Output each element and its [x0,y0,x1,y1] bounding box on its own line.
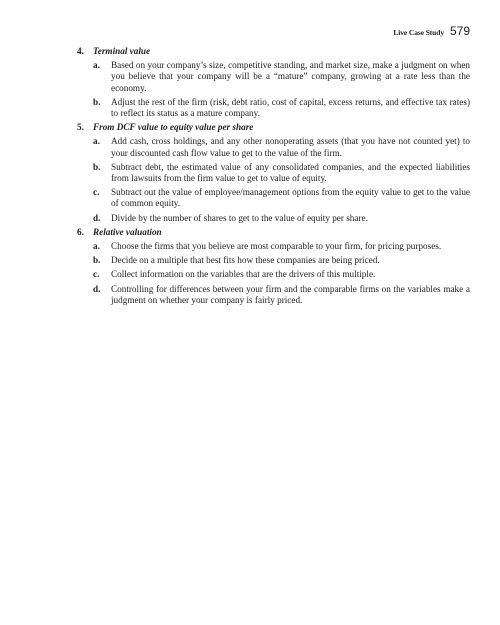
section-number: 4. [77,46,84,56]
list-item [93,284,470,306]
section-title: Terminal value [93,46,151,56]
item-text: Collect information on the variables that are the drivers of this multiple. [111,269,376,280]
section-terminal-value [77,46,470,119]
section-dcf-to-equity [77,122,470,224]
list-item [93,136,470,158]
page-number: 579 [449,24,470,38]
item-text: Adjust the rest of the firm (risk, debt ratio, cost of capital, excess returns, and effective tax rates) to reflect its status as a mature company. [111,96,470,119]
list-item [93,97,470,119]
document-body [77,46,470,309]
item-text: Subtract out the value of employee/management options from the equity value to get to the value of common equity. [111,187,470,209]
section-relative-valuation [77,226,470,306]
list-item [93,187,470,209]
item-letter: b. [93,161,101,172]
section-title: From DCF value to equity value per share [93,122,254,133]
section-heading [77,122,470,133]
item-letter: d. [93,212,101,223]
section-heading [77,46,470,57]
list-item [93,255,470,266]
list-item [93,162,470,184]
list-item [93,269,470,280]
item-letter: d. [93,283,101,294]
item-letter: a. [93,241,100,252]
item-text: Choose the firms that you believe are most comparable to your firm, for pricing purposes. [111,241,442,252]
item-text: Based on your company’s size, competitive standing, and market size, make a judgment on when you believe that your company will be a “mature” company, growing at a rate less than the economy. [111,60,470,93]
item-text: Add cash, cross holdings, and any other nonoperating assets (that you have not counted yet) to your discounted cash flow value to get to the value of the firm. [111,136,470,158]
item-letter: b. [93,96,101,107]
list-item [93,60,470,94]
section-number: 6. [77,226,84,237]
item-text: Subtract debt, the estimated value of any consolidated companies, and the expected liabilities from lawsuits from the firm value to get to value of equity. [111,161,470,184]
item-text: Controlling for differences between your firm and the comparable firms on the variables make a judgment on whether your company is fairly priced. [111,283,470,305]
item-letter: c. [93,187,100,198]
running-header-label: Live Case Study [393,28,444,37]
item-text: Decide on a multiple that best fits how these companies are being priced. [111,255,380,266]
page-header [393,24,470,38]
item-letter: a. [93,60,100,71]
list-item [93,241,470,252]
item-letter: c. [93,269,100,280]
item-letter: a. [93,136,100,147]
item-text: Divide by the number of shares to get to the value of equity per share. [111,212,368,223]
list-item [93,213,470,224]
section-title: Relative valuation [93,226,162,237]
section-number: 5. [77,122,84,133]
item-letter: b. [93,255,101,266]
section-heading [77,226,470,238]
